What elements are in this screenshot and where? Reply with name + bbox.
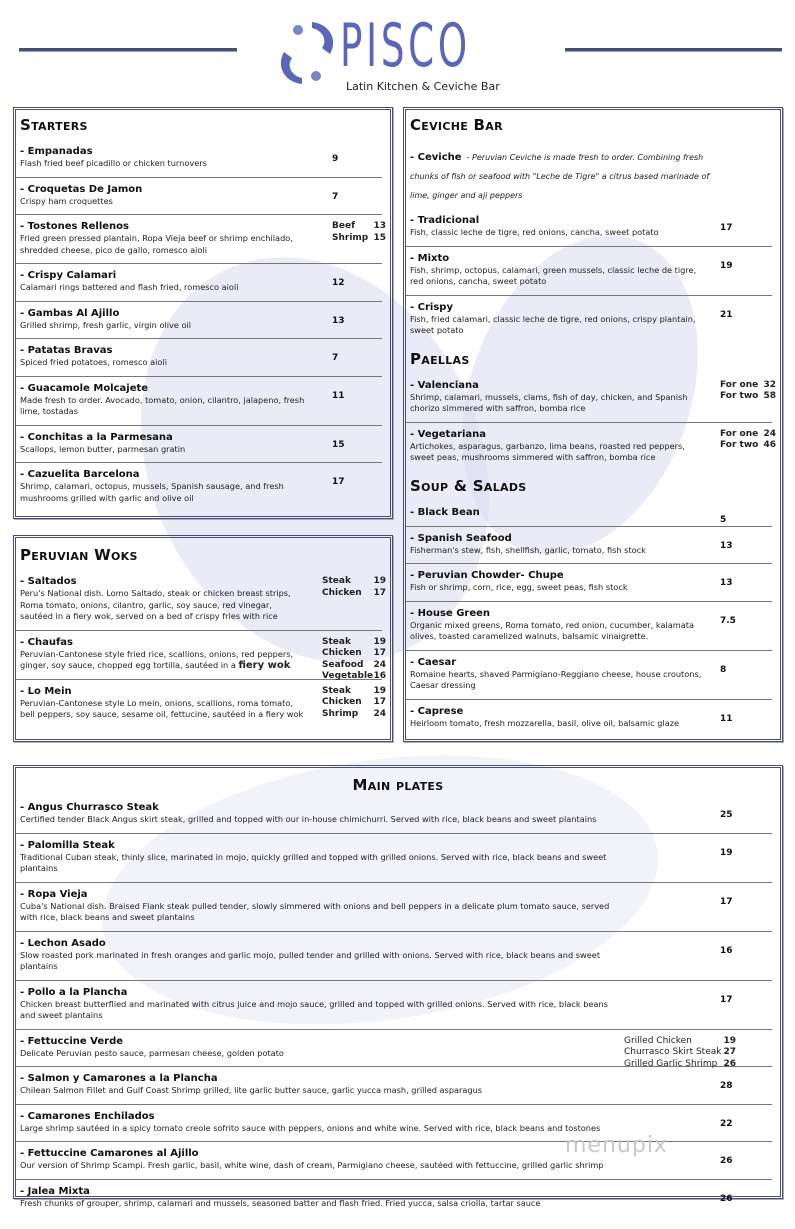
variant-price: 15 bbox=[373, 232, 386, 243]
menu-item-row bbox=[16, 981, 772, 1030]
variant-label: Churrasco Skirt Steak bbox=[624, 1047, 722, 1057]
ceviche-intro-description: - Peruvian Ceviche is made fresh to order. Combining fresh chunks of fish or seafood with "Leche de Tigre" a citrus based marinade of lime, ginger and aji peppers bbox=[410, 153, 710, 200]
ceviche-paellas-soups-section bbox=[403, 107, 783, 742]
menu-item-row bbox=[406, 700, 772, 737]
item-price: 26 bbox=[720, 1156, 733, 1166]
item-description: Artichokes, asparagus, garbanzo, lima beans, roasted red peppers, sweet peas, mushrooms simmered with saffron, bomba rice bbox=[410, 440, 685, 462]
variant-price: 24 bbox=[373, 659, 386, 670]
item-description: Certified tender Black Angus skirt steak, grilled and topped with our in-house chimichurri. Served with rice, black beans and sweet plantains bbox=[20, 814, 597, 824]
menupix-watermark: menupix bbox=[565, 1133, 668, 1158]
variant-label: Seafood bbox=[322, 659, 364, 670]
item-price: 28 bbox=[720, 1081, 733, 1091]
header-rule-left bbox=[19, 48, 237, 52]
item-description: Shrimp, calamari, mussels, clams, fish of day, chicken, and Spanish chorizo simmered with saffron, bomba rice bbox=[410, 391, 688, 413]
variant-price: 32 bbox=[763, 379, 776, 390]
item-description: Made fresh to order. Avocado, tomato, onion, cilantro, jalapeno, fresh lime, tostadas bbox=[20, 394, 305, 416]
item-description: Heirloom tomato, fresh mozzarella, basil, olive oil, balsamic glaze bbox=[410, 717, 680, 728]
item-name: - Gambas Al Ajillo bbox=[20, 307, 120, 319]
item-name: - Fettuccine Verde bbox=[20, 1035, 124, 1047]
item-name: - Ropa Vieja bbox=[20, 888, 88, 900]
variant-price: 19 bbox=[373, 636, 386, 647]
price-variant bbox=[332, 221, 386, 233]
variant-price: 19 bbox=[723, 1035, 736, 1046]
item-name: - Lo Mein bbox=[20, 685, 72, 697]
item-description bbox=[20, 649, 304, 672]
item-price-variants bbox=[720, 380, 776, 403]
variant-price: 24 bbox=[373, 708, 386, 719]
item-price: 25 bbox=[720, 810, 733, 820]
item-description: Fish, classic leche de tigre, red onions, cancha, sweet potato bbox=[410, 227, 659, 237]
item-name: - Caprese bbox=[410, 705, 464, 717]
variant-label: Shrimp bbox=[332, 232, 369, 243]
price-variant bbox=[720, 440, 776, 452]
variant-label: For two bbox=[720, 440, 759, 450]
item-description: Chicken breast butterflied and marinated with citrus juice and mojo sauce, grilled and topped with grilled onions. Served with rice, black beans and sweet plantains bbox=[20, 998, 608, 1020]
menu-item-row bbox=[16, 178, 382, 216]
item-price: 11 bbox=[332, 390, 345, 401]
menu-item-row bbox=[16, 796, 772, 834]
item-price: 13 bbox=[332, 315, 345, 326]
menu-item-row bbox=[406, 501, 772, 527]
menu-item-row bbox=[16, 339, 382, 377]
woks-title: Peruvian Woks bbox=[20, 546, 138, 564]
menu-item-row bbox=[406, 247, 772, 296]
item-description: Fresh chunks of grouper, shrimp, calamari and mussels, seasoned batter and flash fried. Fried yucca, salsa criolla, tartar sauce bbox=[20, 1197, 541, 1208]
item-description: Fried green pressed plantain, Ropa Vieja beef or shrimp enchilado, shredded cheese, pico de gallo, romesco aioli bbox=[20, 233, 293, 255]
header-rule-right bbox=[565, 48, 782, 52]
item-description: Fish, shrimp, octopus, calamari, green mussels, classic leche de tigre, red onions, cancha, sweet potato bbox=[410, 264, 697, 286]
price-variant bbox=[332, 233, 386, 245]
item-name: - Salmon y Camarones a la Plancha bbox=[20, 1073, 218, 1084]
menu-item-row bbox=[406, 527, 772, 565]
item-description: Crispy ham croquettes bbox=[20, 195, 113, 206]
item-description: Organic mixed greens, Roma tomato, red onion, cucumber, kalamata olives, toasted caramelized walnuts, balsamic vinaigrette. bbox=[410, 619, 694, 641]
variant-label: Steak bbox=[322, 636, 351, 647]
variant-label: Steak bbox=[322, 576, 351, 586]
item-name: - Black Bean bbox=[410, 506, 480, 518]
price-variant bbox=[322, 686, 386, 698]
item-description: Romaine hearts, shaved Parmigiano-Reggiano cheese, house croutons, Caesar dressing bbox=[410, 668, 702, 690]
item-description: Fish, fried calamari, classic leche de tigre, red onions, crispy plantain, sweet potato bbox=[410, 313, 696, 335]
item-name: - Patatas Bravas bbox=[20, 345, 113, 356]
item-name: - Croquetas De Jamon bbox=[20, 183, 143, 195]
variant-price: 24 bbox=[763, 428, 776, 439]
woks-items bbox=[16, 570, 390, 728]
item-name: - Empanadas bbox=[20, 146, 93, 157]
item-price: 9 bbox=[332, 154, 339, 164]
item-price: 13 bbox=[720, 578, 733, 588]
price-variant bbox=[720, 429, 776, 441]
item-description: Grilled shrimp, fresh garlic, virgin olive oil bbox=[20, 319, 192, 330]
price-variant bbox=[720, 380, 776, 392]
item-price: 7.5 bbox=[720, 615, 736, 626]
item-price: 17 bbox=[720, 896, 733, 907]
menu-item-row bbox=[16, 1067, 772, 1105]
variant-label: For one bbox=[720, 428, 759, 439]
variant-label: Beef bbox=[332, 221, 355, 231]
item-description: Spiced fried potatoes, romesco aioli bbox=[20, 357, 167, 367]
item-name: - Lechon Asado bbox=[20, 937, 106, 949]
item-price: 7 bbox=[332, 353, 339, 363]
item-description: Large shrimp sautéed in a spicy tomato creole sofrito sauce with peppers, onions and white wine. Served with rice, black beans and tostones bbox=[20, 1122, 601, 1133]
item-price: 17 bbox=[720, 223, 733, 233]
item-name: - Mixto bbox=[410, 252, 450, 264]
variant-label: Chicken bbox=[322, 648, 362, 658]
price-variant bbox=[624, 1047, 736, 1059]
item-name: - Angus Churrasco Steak bbox=[20, 802, 159, 813]
variant-price: 17 bbox=[373, 648, 386, 658]
variant-label: For one bbox=[720, 379, 759, 390]
variant-label: Vegetable bbox=[322, 671, 374, 681]
item-description: Shrimp, calamari, octopus, mussels, Spanish sausage, and fresh mushrooms grilled with garlic and olive oil bbox=[20, 481, 284, 503]
menu-item-row bbox=[406, 651, 772, 700]
paellas-items bbox=[406, 374, 780, 471]
item-price: 26 bbox=[720, 1193, 733, 1204]
item-description: Delicate Peruvian pesto sauce, parmesan cheese, golden potato bbox=[20, 1047, 284, 1058]
menu-item-row bbox=[16, 680, 386, 728]
item-name: - Crispy bbox=[410, 301, 453, 313]
price-variant bbox=[322, 697, 386, 709]
menu-item-row bbox=[16, 426, 382, 464]
peruvian-woks-section bbox=[13, 535, 393, 742]
menu-item-row bbox=[406, 374, 776, 423]
variant-price: 17 bbox=[373, 697, 386, 707]
price-variant bbox=[322, 648, 386, 660]
soups-items bbox=[406, 501, 780, 737]
item-price: 16 bbox=[720, 945, 733, 956]
variant-label: Steak bbox=[322, 685, 351, 696]
item-name: - Saltados bbox=[20, 576, 77, 587]
price-variant bbox=[720, 391, 776, 403]
item-description: Calamari rings battered and flash fried, romesco aioli bbox=[20, 282, 239, 292]
item-description: Traditional Cuban steak, thinly slice, marinated in mojo, quickly grilled and topped with grilled onions. Served with rice, black beans and sweet plantains bbox=[20, 851, 607, 873]
variant-price: 16 bbox=[373, 671, 386, 681]
price-variant bbox=[322, 637, 386, 649]
menu-item-row bbox=[16, 834, 772, 883]
price-variant bbox=[322, 576, 386, 588]
starters-section bbox=[13, 107, 393, 519]
menu-item-row bbox=[16, 570, 386, 631]
paellas-title: Paellas bbox=[410, 349, 470, 368]
soups-title: Soup & Salads bbox=[410, 476, 527, 495]
item-price-variants bbox=[322, 576, 386, 599]
variant-label: Grilled Chicken bbox=[624, 1035, 692, 1046]
item-price: 19 bbox=[720, 847, 733, 858]
item-description: Fish or shrimp, corn, rice, egg, sweet peas, fish stock bbox=[410, 582, 628, 592]
item-price: 19 bbox=[720, 260, 733, 271]
menu-item-row bbox=[16, 883, 772, 932]
price-variant bbox=[624, 1036, 736, 1048]
brand-name: PISCO bbox=[340, 11, 471, 81]
item-description: Peru's National dish. Lomo Saltado, steak or chicken breast strips, Roma tomato, onions, cilantro, garlic, soy sauce, red vinegar, sautéed in a fiery wok, served on a bed of crispy fries with rice bbox=[20, 588, 291, 621]
item-price-variants bbox=[322, 637, 386, 683]
variant-price: 17 bbox=[373, 587, 386, 598]
variant-price: 19 bbox=[373, 576, 386, 586]
item-description: Slow roasted pork marinated in fresh oranges and garlic mojo, pulled tender and grilled with onions. Served with rice, black beans and sweet plantains bbox=[20, 949, 601, 971]
item-price: 17 bbox=[332, 477, 345, 487]
ceviche-intro-name: - Ceviche bbox=[410, 152, 462, 163]
variant-price: 46 bbox=[763, 440, 776, 450]
menu-item-row bbox=[16, 140, 382, 178]
ceviche-intro bbox=[406, 140, 772, 209]
item-name: - Valenciana bbox=[410, 379, 479, 391]
variant-label: For two bbox=[720, 391, 759, 401]
item-description: Our version of Shrimp Scampi. Fresh garlic, basil, white wine, dash of cream, Parmigiano cheese, sautéed with fettuccine, grilled garlic shrimp bbox=[20, 1160, 604, 1170]
item-name: - Vegetariana bbox=[410, 428, 487, 440]
item-price: 5 bbox=[720, 514, 727, 525]
variant-price: 13 bbox=[373, 221, 386, 231]
item-price: 21 bbox=[720, 309, 733, 320]
variant-price: 19 bbox=[373, 685, 386, 696]
main-title: Main plates bbox=[352, 776, 444, 794]
item-description: Flash fried beef picadillo or chicken turnovers bbox=[20, 158, 207, 168]
item-name: - Tradicional bbox=[410, 215, 480, 226]
price-variant bbox=[322, 709, 386, 721]
item-name: - Peruvian Chowder- Chupe bbox=[410, 570, 564, 581]
item-description: Fisherman's stew, fish, shellfish, garlic, tomato, fish stock bbox=[410, 544, 646, 555]
item-name: - Fettuccine Camarones al Ajillo bbox=[20, 1148, 199, 1159]
starters-title: Starters bbox=[20, 116, 88, 134]
brand-tagline: Latin Kitchen & Ceviche Bar bbox=[346, 80, 500, 93]
item-name: - Jalea Mixta bbox=[20, 1185, 90, 1197]
item-description: Chilean Salmon Fillet and Gulf Coast Shrimp grilled, lite garlic butter sauce, garlic yucca mash, grilled asparagus bbox=[20, 1085, 483, 1095]
item-price-variants bbox=[322, 686, 386, 721]
item-price: 11 bbox=[720, 713, 733, 724]
menu-item-row bbox=[16, 1180, 772, 1217]
item-price-variants bbox=[332, 221, 386, 244]
variant-label: Grilled Garlic Shrimp bbox=[624, 1058, 718, 1069]
item-price: 8 bbox=[720, 664, 727, 675]
item-description: Peruvian-Cantonese style Lo mein, onions, scallions, roma tomato, bell peppers, soy sauce, sesame oil, fettucine, sautéed in a fiery wok bbox=[20, 697, 304, 719]
item-price: 12 bbox=[332, 278, 345, 288]
item-price: 15 bbox=[332, 439, 345, 450]
item-name: - Cazuelita Barcelona bbox=[20, 469, 140, 480]
menu-item-row bbox=[406, 564, 772, 602]
item-name: - Crispy Calamari bbox=[20, 270, 117, 281]
item-price: 13 bbox=[720, 540, 733, 551]
price-variant bbox=[322, 660, 386, 672]
variant-price: 58 bbox=[763, 391, 776, 401]
menu-item-row bbox=[406, 602, 772, 651]
item-price: 7 bbox=[332, 191, 339, 202]
menu-item-row bbox=[406, 209, 772, 247]
item-name: - Camarones Enchilados bbox=[20, 1110, 155, 1122]
variant-label: Chicken bbox=[322, 697, 362, 707]
item-name: - Guacamole Molcajete bbox=[20, 382, 149, 394]
item-price: 22 bbox=[720, 1118, 733, 1129]
menu-item-row bbox=[406, 423, 776, 471]
menu-item-row bbox=[16, 215, 386, 264]
item-name: - Palomilla Steak bbox=[20, 839, 115, 851]
variant-label: Shrimp bbox=[322, 708, 359, 719]
item-name: - House Green bbox=[410, 607, 491, 619]
item-name: - Conchitas a la Parmesana bbox=[20, 431, 173, 443]
item-description: Scallops, lemon butter, parmesan gratin bbox=[20, 443, 186, 454]
item-description-text: Peruvian-Cantonese style fried rice, scallions, onions, red peppers, ginger, soy sauce, chopped egg tortilla, sautéed in a bbox=[20, 648, 294, 670]
menu-item-row bbox=[16, 377, 382, 426]
menu-item-row bbox=[16, 302, 382, 340]
item-price-variants bbox=[720, 429, 776, 452]
variant-price: 27 bbox=[723, 1047, 736, 1057]
ceviche-title: Ceviche Bar bbox=[410, 116, 503, 134]
item-price-variants bbox=[624, 1036, 736, 1071]
menu-item-row bbox=[16, 264, 382, 302]
ceviche-items bbox=[406, 209, 780, 344]
item-name: - Chaufas bbox=[20, 636, 74, 648]
item-name: - Pollo a la Plancha bbox=[20, 986, 128, 998]
menu-item-row bbox=[16, 463, 382, 511]
item-name: - Caesar bbox=[410, 656, 457, 668]
starters-items bbox=[16, 140, 390, 511]
item-name: - Spanish Seafood bbox=[410, 532, 512, 544]
menu-item-row bbox=[16, 932, 772, 981]
price-variant bbox=[322, 588, 386, 600]
item-description: Cuba's National dish. Braised Flank steak pulled tender, slowly simmered with onions and bell peppers in a delicate plum tomato sauce, served with rice, black beans and sweet plantains bbox=[20, 900, 610, 922]
variant-label: Chicken bbox=[322, 587, 362, 598]
item-name: - Tostones Rellenos bbox=[20, 221, 129, 232]
variant-price: 26 bbox=[723, 1058, 736, 1069]
shrimp-logo-icon bbox=[272, 18, 342, 88]
menu-item-row bbox=[16, 631, 386, 681]
menu-item-row bbox=[16, 1030, 772, 1068]
item-description-emphasis: fiery wok bbox=[238, 660, 291, 671]
item-price: 17 bbox=[720, 994, 733, 1005]
menu-item-row bbox=[406, 296, 772, 344]
